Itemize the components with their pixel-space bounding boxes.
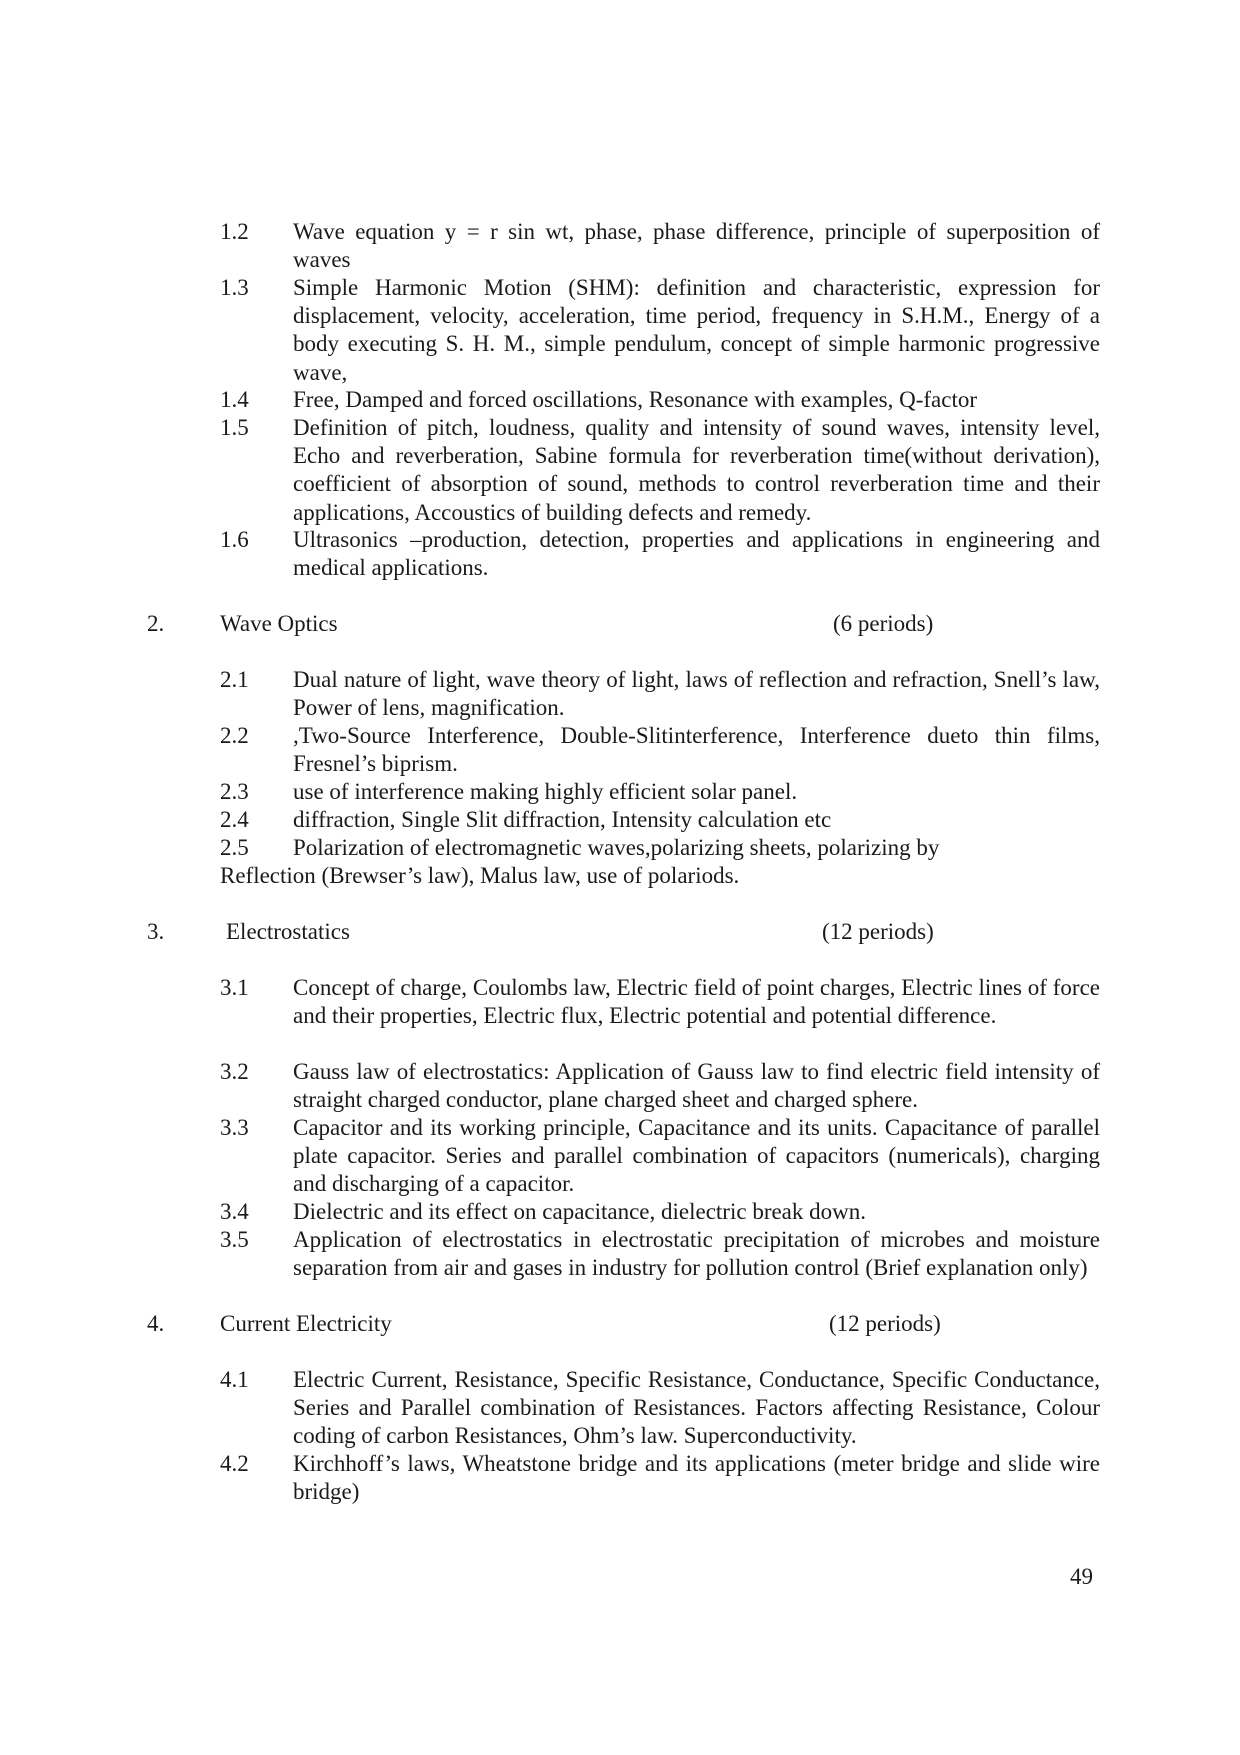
item-number: 1.2 [220,219,249,244]
section-number: 2. [147,611,165,636]
item-text: Polarization of electromagnetic waves,polarizing sheets, polarizing by Reflection (Brewser’s law), Malus law, use of polariods. [220,835,940,889]
item-1-6 [220,526,1100,582]
item-number: 2.1 [220,667,249,692]
item-number: 1.6 [220,527,249,552]
item-text: Dielectric and its effect on capacitance, dielectric break down. [293,1199,867,1224]
item-text: Free, Damped and forced oscillations, Resonance with examples, Q-factor [293,387,978,412]
item-number: 2.3 [220,779,249,804]
item-number: 2.4 [220,807,249,832]
item-3-2 [220,1058,1100,1114]
item-text: Kirchhoff’s laws, Wheatstone bridge and its applications (meter bridge and slide wire bridge) [293,1451,1100,1505]
item-3-5 [220,1226,1100,1282]
section-heading-4 [0,1310,1240,1338]
item-text: Electric Current, Resistance, Specific Resistance, Conductance, Specific Conductance, Series and Parallel combination of Resistances. Factors affecting Resistance, Colour coding of carbon Resistances, Ohm’s law. Superconductivity. [293,1367,1100,1449]
item-number: 4.2 [220,1451,249,1476]
item-number: 3.1 [220,975,249,1000]
item-2-1 [220,666,1100,722]
item-number: 4.1 [220,1367,249,1392]
item-3-1 [220,974,1100,1030]
item-text: Ultrasonics –production, detection, properties and applications in engineering and medical applications. [293,527,1100,581]
item-2-2 [220,722,1100,778]
item-4-2 [220,1450,1100,1506]
item-2-5 [220,834,980,890]
section-title: Wave Optics [220,611,338,636]
item-1-5 [220,414,1100,527]
section-heading-2 [0,610,1240,638]
section-title: Current Electricity [220,1311,392,1336]
item-number: 3.5 [220,1227,249,1252]
section-number: 3. [147,919,165,944]
item-text: Wave equation y = r sin wt, phase, phase difference, principle of superposition of waves [293,219,1100,273]
item-text: use of interference making highly efficient solar panel. [293,779,798,804]
item-1-2 [220,218,1100,274]
item-2-4 [220,806,1100,834]
item-number: 2.2 [220,723,249,748]
item-text: Dual nature of light, wave theory of light, laws of reflection and refraction, Snell’s law, Power of lens, magnification. [293,667,1100,721]
item-text: Application of electrostatics in electrostatic precipitation of microbes and moisture separation from air and gases in industry for pollution control (Brief explanation only) [293,1227,1100,1281]
item-text: Capacitor and its working principle, Capacitance and its units. Capacitance of parallel plate capacitor. Series and parallel combination of capacitors (numericals), charging and discharging of a capacitor. [293,1115,1100,1197]
item-text: Simple Harmonic Motion (SHM): definition and characteristic, expression for displacement, velocity, acceleration, time period, frequency in S.H.M., Energy of a body executing S. H. M., simple pendulum, concept of simple harmonic progressive wave, [293,275,1100,385]
item-number: 1.4 [220,387,249,412]
item-number: 1.3 [220,275,249,300]
item-text: ,Two-Source Interference, Double-Slitinterference, Interference dueto thin films, Fresnel’s biprism. [293,723,1100,777]
item-number: 3.4 [220,1199,249,1224]
item-number: 1.5 [220,415,249,440]
item-number: 3.3 [220,1115,249,1140]
item-4-1 [220,1366,1100,1451]
item-3-4 [220,1198,1100,1226]
item-text: Definition of pitch, loudness, quality and intensity of sound waves, intensity level, Echo and reverberation, Sabine formula for reverberation time(without derivation), coefficient of absorption of sound, methods to control reverberation time and their applications, Accoustics of building defects and remedy. [293,415,1100,525]
section-heading-3 [0,918,1240,946]
item-1-4 [220,386,1100,414]
item-number: 3.2 [220,1059,249,1084]
item-text: diffraction, Single Slit diffraction, Intensity calculation etc [293,807,832,832]
section-periods: (12 periods) [829,1311,941,1336]
item-number: 2.5 [220,835,249,860]
item-2-3 [220,778,1100,806]
item-3-3 [220,1114,1100,1199]
section-periods: (12 periods) [822,919,934,944]
page-number: 49 [1070,1564,1093,1589]
section-title: Electrostatics [226,919,350,944]
item-text: Gauss law of electrostatics: Application of Gauss law to find electric field intensity of straight charged conductor, plane charged sheet and charged sphere. [293,1059,1100,1113]
section-number: 4. [147,1311,165,1336]
section-periods: (6 periods) [833,611,934,636]
item-1-3 [220,274,1100,387]
item-text: Concept of charge, Coulombs law, Electric field of point charges, Electric lines of force and their properties, Electric flux, Electric potential and potential difference. [293,975,1100,1029]
